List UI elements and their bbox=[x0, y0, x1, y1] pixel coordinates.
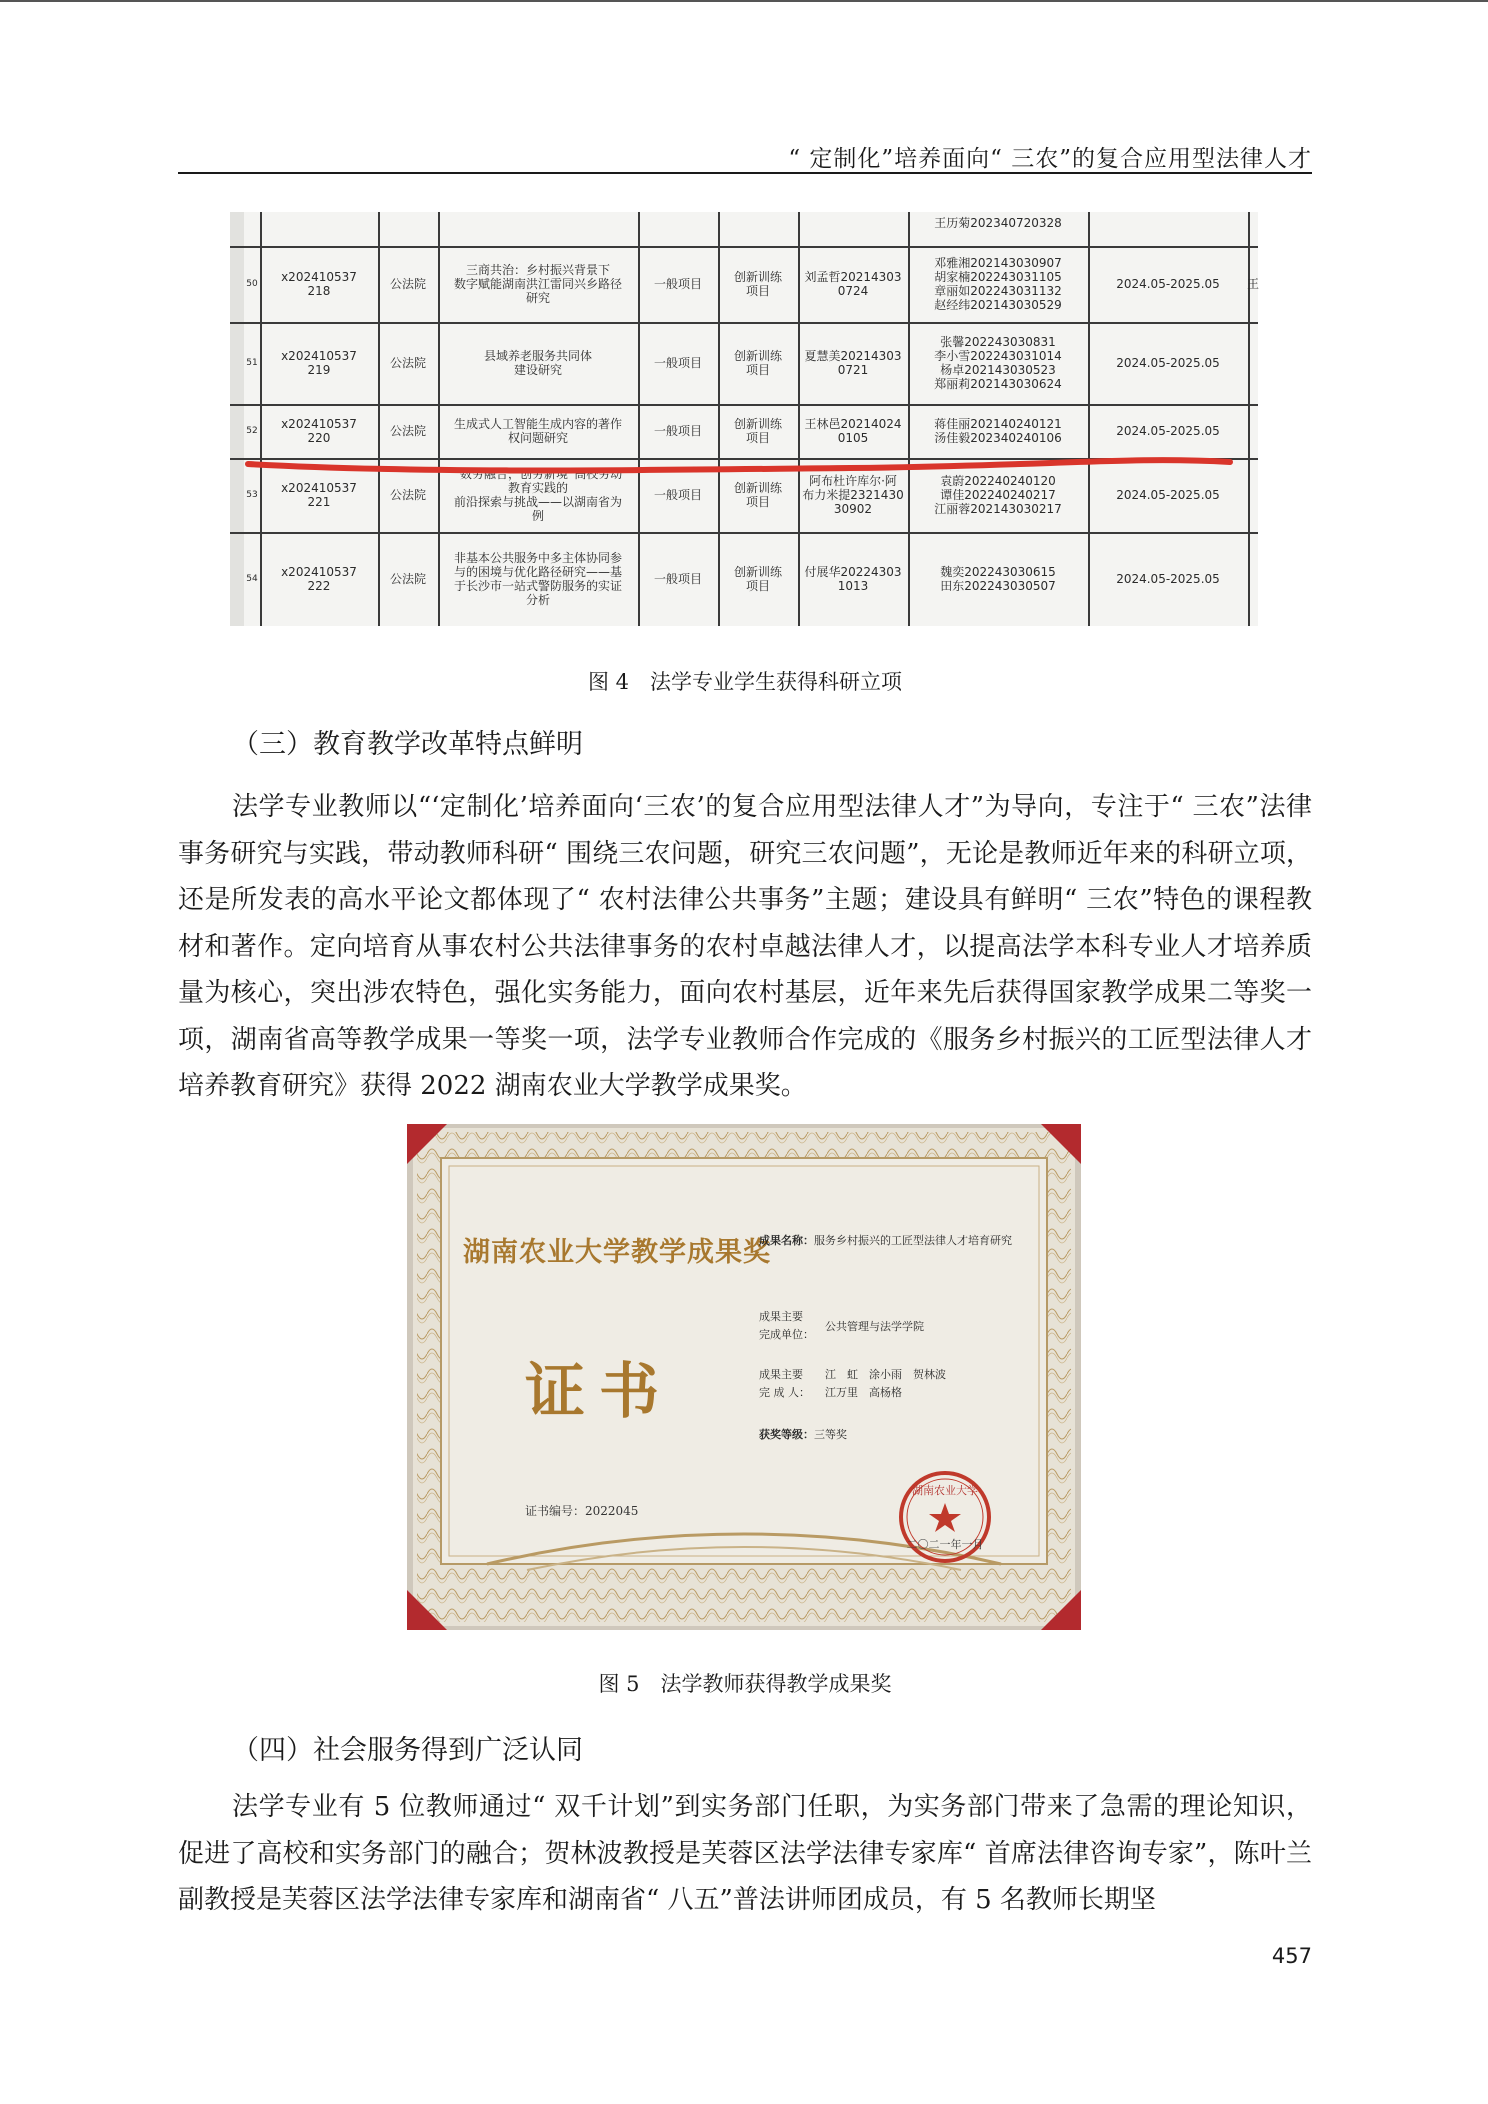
cert-name-value: 服务乡村振兴的工匠型法律人才培育研究 bbox=[814, 1234, 1012, 1247]
section-3-heading: （三）教育教学改革特点鲜明 bbox=[232, 729, 583, 760]
table-cell-members: 袁蔚202240240120 谭佳202240240217 江丽蓉202143030217 bbox=[934, 474, 1062, 516]
table-cell-members: 魏奕202243030615 田东202243030507 bbox=[940, 565, 1056, 593]
table-cell-title: 三商共治：乡村振兴背景下 数字赋能湖南洪江雷同兴乡路径 研究 bbox=[453, 263, 622, 305]
table-cell-title: “数劳融合，创劳新境”高校劳动 教育实践的 前沿探索与挑战——以湖南省为 例 bbox=[453, 467, 623, 523]
page-number: 457 bbox=[1271, 1944, 1312, 1968]
table-cell-period: 2024.05-2025.05 bbox=[1116, 488, 1220, 502]
cert-persons-value: 江 虹 涂小雨 贺林波 江万里 高杨格 bbox=[825, 1368, 946, 1399]
seal-name: 湖南农业大学 bbox=[912, 1484, 978, 1497]
table-cell-members: 张馨202243030831 李小雪202243031014 杨卓202143030523 郑丽莉202143030624 bbox=[934, 335, 1062, 391]
table-cell-level: 一般项目 bbox=[653, 356, 702, 370]
table-cell-leader: 刘孟哲20214303 0724 bbox=[804, 270, 902, 298]
cert-unit-label: 成果主要 完成单位： bbox=[759, 1310, 814, 1341]
table-cell-num: 50 bbox=[246, 279, 258, 289]
table-cell-college: 公法院 bbox=[389, 572, 426, 586]
table-cell-leader: 付展华20224303 1013 bbox=[804, 565, 902, 593]
table-cell-period: 2024.05-2025.05 bbox=[1116, 572, 1220, 586]
figure-4-table-photo bbox=[230, 212, 1258, 626]
table-cell-id: x202410537 222 bbox=[281, 565, 357, 593]
figure-5-certificate-photo bbox=[407, 1124, 1081, 1630]
table-cell-college: 公法院 bbox=[389, 356, 426, 370]
cert-grade-value: 三等奖 bbox=[814, 1428, 847, 1441]
seal-date: 二〇二一年一月 bbox=[906, 1538, 984, 1551]
cert-unit-value: 公共管理与法学学院 bbox=[825, 1320, 924, 1333]
cert-grade-row bbox=[759, 1426, 847, 1444]
table-cell-level: 一般项目 bbox=[653, 572, 702, 586]
certificate-big-label: 证书 bbox=[525, 1357, 673, 1427]
header-rule bbox=[178, 172, 1312, 174]
cert-name-row bbox=[759, 1232, 1029, 1250]
table-cell-title: 县域养老服务共同体 建设研究 bbox=[483, 349, 592, 377]
table-cell-num: 53 bbox=[246, 490, 258, 500]
table-cell-leader: 阿布杜许库尔·阿 布力米提2321430 30902 bbox=[802, 474, 904, 516]
table-cell-members: 邓雅湘202143030907 胡家楠202243031105 章丽如202243031132 赵经纬202143030529 bbox=[934, 256, 1062, 312]
table-cell-level: 一般项目 bbox=[653, 424, 702, 438]
table-cell-id: x202410537 220 bbox=[281, 417, 357, 445]
cert-grade-label: 获奖等级： bbox=[759, 1428, 814, 1441]
table-cell-college: 公法院 bbox=[389, 488, 426, 502]
table-cell-leader: 王林邑20214024 0105 bbox=[804, 417, 902, 445]
table-cell-period: 2024.05-2025.05 bbox=[1116, 277, 1220, 291]
table-cell-num: 51 bbox=[246, 358, 258, 368]
table-cell-members: 蒋佳丽202140240121 汤佳毅202340240106 bbox=[934, 417, 1062, 445]
table-cell-extra: 王 bbox=[1247, 277, 1260, 291]
table-cell-num: 54 bbox=[246, 574, 258, 584]
table-cell-title: 非基本公共服务中多主体协同参 与的困境与优化路径研究——基 于长沙市一站式警防服务的实证 分析 bbox=[453, 551, 622, 607]
table-cell-type: 创新训练 项目 bbox=[733, 565, 782, 593]
table-cell-period: 2024.05-2025.05 bbox=[1116, 356, 1220, 370]
table-cell-level: 一般项目 bbox=[653, 488, 702, 502]
table-cell-id: x202410537 218 bbox=[281, 270, 357, 298]
certificate-number: 证书编号：2022045 bbox=[525, 1504, 639, 1518]
table-partial-top-cell: 王历菊202340720328 bbox=[934, 216, 1062, 230]
table-cell-level: 一般项目 bbox=[653, 277, 702, 291]
red-highlight-stroke bbox=[230, 212, 1258, 626]
table-cell-type: 创新训练 项目 bbox=[733, 417, 782, 445]
cert-name-label: 成果名称： bbox=[759, 1234, 814, 1247]
figure-5-caption: 图 5 法学教师获得教学成果奖 bbox=[598, 1672, 892, 1696]
table-cell-type: 创新训练 项目 bbox=[733, 270, 782, 298]
table-cell-id: x202410537 221 bbox=[281, 481, 357, 509]
table-cell-leader: 夏慧美20214303 0721 bbox=[804, 349, 902, 377]
table-cell-type: 创新训练 项目 bbox=[733, 349, 782, 377]
certificate-award-title: 湖南农业大学教学成果奖 bbox=[463, 1237, 771, 1268]
cert-persons-label: 成果主要 完 成 人： bbox=[759, 1368, 810, 1399]
running-header: “ 定制化”培养面向“ 三农”的复合应用型法律人才 bbox=[788, 146, 1312, 172]
table-cell-title: 生成式人工智能生成内容的著作 权问题研究 bbox=[453, 417, 622, 445]
table-cell-college: 公法院 bbox=[389, 277, 426, 291]
section-4-paragraph: 法学专业有 5 位教师通过“ 双千计划”到实务部门任职，为实务部门带来了急需的理论知识，促进了高校和实务部门的融合；贺林波教授是芙蓉区法学法律专家库“ 首席法律咨询专家”，陈叶兰副教授是芙蓉区法学法律专家库和湖南省“ 八五”普法讲师团成员，有 5 名教师长期坚 bbox=[178, 1792, 1312, 1915]
table-cell-num: 52 bbox=[246, 426, 258, 436]
table-cell-type: 创新训练 项目 bbox=[733, 481, 782, 509]
page-top-border bbox=[0, 0, 1488, 2]
figure-4-caption: 图 4 法学专业学生获得科研立项 bbox=[587, 670, 903, 694]
table-cell-id: x202410537 219 bbox=[281, 349, 357, 377]
table-cell-college: 公法院 bbox=[389, 424, 426, 438]
section-4-heading: （四）社会服务得到广泛认同 bbox=[232, 1735, 583, 1766]
section-3-paragraph: 法学专业教师以“‘定制化’培养面向‘三农’的复合应用型法律人才”为导向，专注于“ 三农”法律事务研究与实践，带动教师科研“ 围绕三农问题，研究三农问题”，无论是教师近年来的科研立项，还是所发表的高水平论文都体现了“ 农村法律公共事务”主题；建设具有鲜明“ 三农”特色的课程教材和著作。定向培育从事农村公共法律事务的农村卓越法律人才，以提高法学本科专业人才培养质量为核心，突出涉农特色，强化实务能力，面向农村基层，近年来先后获得国家教学成果二等奖一项，湖南省高等教学成果一等奖一项，法学专业教师合作完成的《服务乡村振兴的工匠型法律人才培养教育研究》获得 2022 湖南农业大学教学成果奖。 bbox=[178, 792, 1312, 1101]
table-cell-period: 2024.05-2025.05 bbox=[1116, 424, 1220, 438]
